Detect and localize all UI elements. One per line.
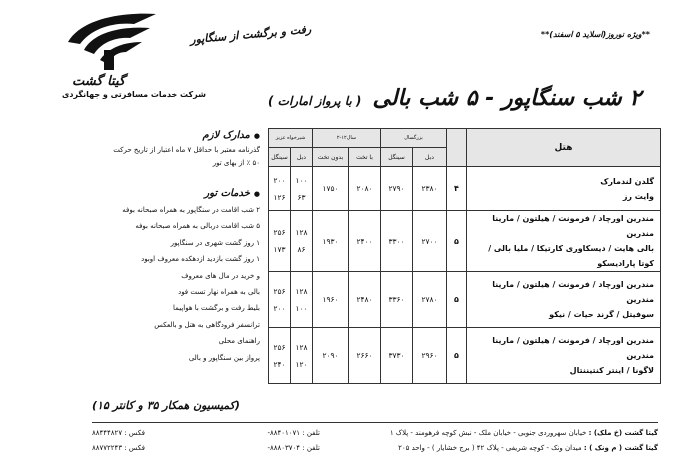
table-header-row <box>269 129 661 148</box>
documents-title: ● مدارک لازم <box>94 130 260 141</box>
infant-double-cell: ۱۲۸ ۱۰۰ <box>291 272 313 328</box>
header-no-bed: بدون تخت <box>313 148 349 167</box>
page-title <box>268 86 641 111</box>
with-bed-cell: ۲۴۸۰ <box>349 272 381 328</box>
infant-single-cell: ۲۵۶ ۱۷۳ <box>269 211 291 272</box>
nights-cell: ۴ <box>447 167 467 211</box>
hotel-cell: مندرین اورچاد / فرمونت / هیلتون / مارینا مندرین بالی هایت / دیسکاوری کارتیکا / ملیا بالی / کوتا پارادیسکو <box>467 211 661 272</box>
nights-cell: ۵ <box>447 272 467 328</box>
documents-item: ۵۰ ٪ از بهای تور <box>212 159 260 167</box>
services-item: پرواز بین سنگاپور و بالی <box>188 353 260 362</box>
double-cell: ۲۷۸۰ <box>413 272 447 328</box>
header-infant-single: سینگل <box>269 148 291 167</box>
flight-note: ( با پرواز امارات ) <box>268 94 362 108</box>
no-bed-cell: ۱۷۵۰ <box>313 167 349 211</box>
services-item: ۵ شب اقامت دربالی به همراه صبحانه بوفه <box>135 222 260 231</box>
branch-name: گیتا گشت ( م ونک ) : <box>583 444 658 452</box>
infant-double-cell: ۱۰۰ ۶۳ <box>291 167 313 211</box>
infant-single-cell: ۲۰۰ ۱۲۶ <box>269 167 291 211</box>
table-row <box>269 328 661 384</box>
footer-divider <box>92 422 658 423</box>
route-label: رفت و برگشت از سنگاپور <box>189 22 312 47</box>
table-row <box>269 272 661 328</box>
services-item: بالی به همراه نهار تست فود <box>178 288 260 297</box>
hotel-cell: مندرین اورچاد / فرمونت / هیلتون / مارینا مندرین سوفیتل / گرند حیات / نیکو <box>467 272 661 328</box>
services-item: ۱ روز گشت شهری در سنگاپور <box>170 238 260 247</box>
header-nights <box>447 129 467 167</box>
nights-cell: ۵ <box>447 328 467 384</box>
services-item: راهنمای محلی <box>218 337 260 346</box>
branch-fax: فکس : ۸۸۴۴۴۸۲۷ <box>92 429 146 437</box>
services-title: ● خدمات تور <box>94 188 260 199</box>
double-cell: ۲۹۶۰ <box>413 328 447 384</box>
with-bed-cell: ۲۰۸۰ <box>349 167 381 211</box>
price-table <box>268 128 661 384</box>
header-single: سینگل <box>381 148 413 167</box>
infant-single-cell: ۲۵۶ ۲۴۰ <box>269 328 291 384</box>
services-item: و خرید در مال های معروف <box>181 271 260 280</box>
branch-row <box>92 441 658 456</box>
branch-tel: تلفن : ۸۸۸۰۳۷۰۴- <box>267 444 320 452</box>
header-hotel: هتل <box>467 129 661 167</box>
header-infant: شیرخواه عزیز <box>269 129 313 148</box>
header-double: دبل <box>413 148 447 167</box>
branch-row <box>92 426 658 441</box>
with-bed-cell: ۲۶۶۰ <box>349 328 381 384</box>
services-item: بلیط رفت و برگشت با هواپیما <box>173 304 260 313</box>
header-adult: بزرگسال <box>381 129 447 148</box>
branch-name: گیتا گشت (خ ملک) : <box>588 429 658 437</box>
company-logo <box>62 10 206 102</box>
header-infant-double: دبل <box>291 148 313 167</box>
branch-address: خیابان سهروردی جنوبی - خیابان ملک - نبش کوچه فرهومند - پلاک ۱ <box>389 429 587 437</box>
services-item: ۲ شب اقامت در سنگاپور به همراه صبحانه بوفه <box>122 206 260 214</box>
hotel-cell: گلدن لندمارک وایت رز <box>467 167 661 211</box>
no-bed-cell: ۱۹۳۰ <box>313 211 349 272</box>
single-cell: ۳۳۰۰ <box>381 211 413 272</box>
no-bed-cell: ۲۰۹۰ <box>313 328 349 384</box>
brand-subtitle: شرکت خدمات مسافرتی و جهانگردی <box>62 90 206 99</box>
services-item: ۱ روز گشت بازدید ازدهکده معروف اوبود <box>141 255 260 264</box>
tour-info-sidebar <box>94 130 260 366</box>
table-row <box>269 167 661 211</box>
documents-item: گذرنامه معتبر با حداقل ۷ ماه اعتبار از تاریخ حرکت <box>113 146 260 154</box>
services-item: ترانسفر فرودگاهی به هتل و بالعکس <box>154 320 260 329</box>
branch-fax: فکس : ۸۸۷۷۲۲۴۳ <box>92 444 146 452</box>
double-cell: ۲۳۸۰ <box>413 167 447 211</box>
branch-tel: تلفن : ۸۸۴۰۱۰۷۱- <box>267 429 320 437</box>
header-with-bed: با تخت <box>349 148 381 167</box>
with-bed-cell: ۲۴۰۰ <box>349 211 381 272</box>
infant-double-cell: ۱۲۸ ۱۲۰ <box>291 328 313 384</box>
infant-double-cell: ۱۲۸ ۸۶ <box>291 211 313 272</box>
branch-address: میدان ونک - کوچه شریفی - پلاک ۴۲ ( برج خشایار ) - واحد ۲۰۵ <box>398 444 582 452</box>
single-cell: ۳۷۳۰ <box>381 328 413 384</box>
infant-single-cell: ۲۵۶ ۲۰۰ <box>269 272 291 328</box>
double-cell: ۲۷۰۰ <box>413 211 447 272</box>
commission-note: (کمیسیون همکار ۳۵ و کانتر ۱۵) <box>92 399 240 412</box>
table-row <box>269 211 661 272</box>
footer-contacts <box>92 426 658 456</box>
hotel-cell: مندرین اورچاد / فرمونت / هیلتون / مارینا مندرین لاگونا / اینتر کنتیننتال <box>467 328 661 384</box>
no-bed-cell: ۱۹۶۰ <box>313 272 349 328</box>
promo-label: **ویژه نوروز(اسلاید ۵ اسفند)** <box>540 30 650 39</box>
single-cell: ۳۳۶۰ <box>381 272 413 328</box>
tour-title: ۲ شب سنگاپور - ۵ شب بالی <box>372 86 642 111</box>
single-cell: ۲۷۹۰ <box>381 167 413 211</box>
logo-swoosh-icon <box>64 10 160 72</box>
nights-cell: ۵ <box>447 211 467 272</box>
header-child: ۲-۱۲سال <box>313 129 381 148</box>
brand-name: گیتا گشت <box>72 74 126 89</box>
